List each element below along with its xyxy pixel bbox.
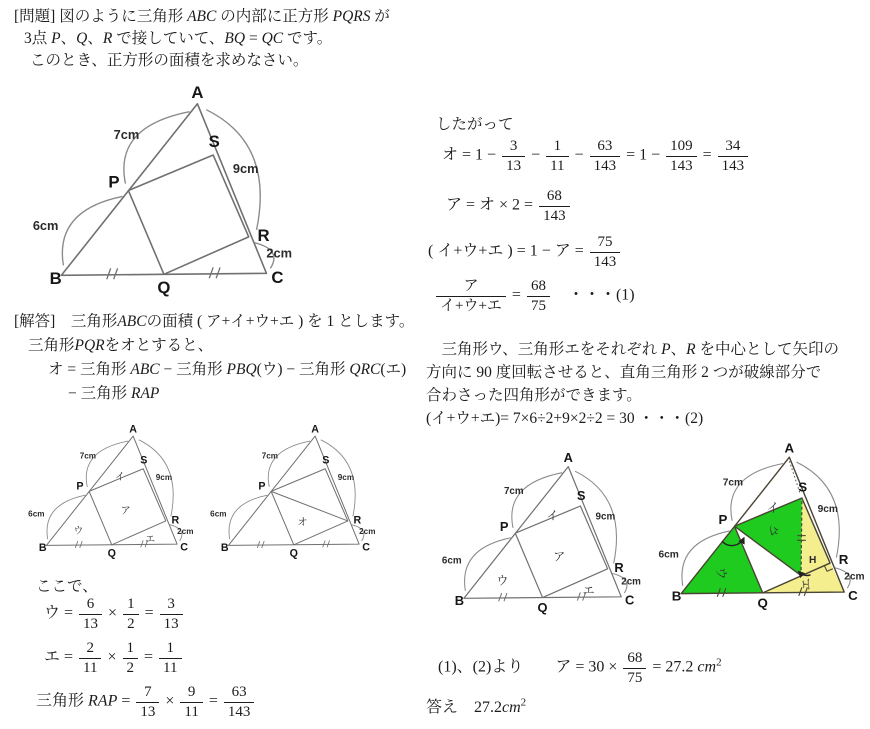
- vertex-label-a: A: [191, 82, 204, 102]
- measure-label-2cm: 2cm: [621, 576, 641, 588]
- solution-statement: [14, 310, 414, 406]
- vertex-label-p: P: [718, 511, 728, 527]
- vertex-label-s: S: [140, 454, 148, 467]
- vertex-label-c: C: [362, 541, 371, 554]
- square-pqrs-outline: [271, 469, 348, 545]
- problem-line-3: このとき、正方形の面積を求めなさい。: [30, 52, 309, 69]
- vertex-label-q: Q: [289, 547, 298, 560]
- region-label-e: エ: [582, 583, 595, 598]
- regions-figure-1: [20, 422, 196, 562]
- solution-line-4: − 三角形 RAP: [68, 385, 160, 402]
- rotation-paragraph: [426, 338, 839, 430]
- vertex-label-b: B: [454, 593, 465, 609]
- o-figure: [202, 422, 378, 562]
- vertex-label-a: A: [563, 450, 573, 466]
- colored-rotation-figure: [648, 440, 868, 614]
- vertex-label-c: C: [271, 268, 284, 288]
- square-pqrs-outline: [128, 155, 248, 274]
- formula-o: オ = 1 − $\frac{3}{13}$ − $\frac{1}{11}$ − $\frac{63}{143}$ = 1 − $\frac{109}{143}$ = $\frac{34}{143}$: [442, 138, 750, 174]
- region-label-i: イ: [546, 508, 559, 523]
- formula-rap: 三角形 RAP = $\frac{7}{13}$ × $\frac{9}{11}$ = $\frac{63}{143}$: [36, 684, 256, 720]
- vertex-label-q: Q: [107, 547, 116, 560]
- vertex-label-p: P: [76, 480, 84, 493]
- measure-label-9cm: 9cm: [595, 511, 616, 523]
- measure-label-7cm: 7cm: [722, 477, 744, 489]
- measure-label-9cm: 9cm: [337, 473, 355, 483]
- region-label-e: エ: [145, 534, 156, 546]
- vertex-label-c: C: [625, 592, 635, 608]
- measure-label-7cm: 7cm: [503, 485, 524, 497]
- triangle-abc-outline: [61, 104, 266, 276]
- point-label-h: H: [808, 555, 817, 567]
- diagonal-pr: [271, 491, 348, 521]
- main-figure: [20, 82, 296, 301]
- measure-label-2cm: 2cm: [844, 571, 865, 583]
- measure-label-6cm: 6cm: [441, 555, 462, 567]
- vertex-label-s: S: [798, 479, 808, 495]
- vertex-label-p: P: [499, 518, 509, 534]
- paragraph-line-1: 三角形ウ、三角形エをそれぞれ P、R を中心として矢印の: [426, 341, 839, 358]
- region-label-a: ア: [553, 549, 566, 564]
- vertex-label-a: A: [311, 423, 320, 436]
- region-label-u: ウ: [73, 526, 84, 538]
- problem-statement: [14, 6, 390, 72]
- shitagatte-label: したがって: [436, 116, 514, 133]
- measure-label-6cm: 6cm: [210, 509, 227, 519]
- formula-iue: ( イ+ウ+エ ) = 1 − ア = $\frac{75}{143}$: [428, 234, 622, 270]
- formula-final: (1)、(2)より ア = 30 × $\frac{68}{75}$ = 27.2 $cm^2$: [438, 650, 722, 686]
- vertex-label-c: C: [848, 587, 858, 603]
- region-label-i: イ: [766, 501, 780, 516]
- measure-label-2cm: 2cm: [359, 527, 376, 537]
- measure-label-6cm: 6cm: [32, 217, 59, 233]
- vertex-label-r: R: [353, 514, 362, 527]
- problem-line-2: 3点 P、Q、R で接していて、BQ = QC です。: [24, 30, 333, 47]
- paragraph-line-3: 合わさった四角形ができます。: [426, 387, 642, 404]
- vertex-label-r: R: [171, 514, 180, 527]
- vertex-label-b: B: [38, 542, 47, 555]
- koko-label: ここで、: [36, 578, 98, 595]
- vertex-label-q: Q: [157, 278, 171, 298]
- measure-label-7cm: 7cm: [79, 451, 97, 461]
- measure-label-2cm: 2cm: [266, 245, 293, 261]
- triangle-abc-outline: [46, 436, 180, 545]
- vertex-label-b: B: [49, 269, 62, 289]
- vertex-label-b: B: [671, 588, 682, 604]
- vertex-label-r: R: [257, 225, 270, 245]
- formula-a: ア = オ × 2 = $\frac{68}{143}$: [446, 188, 572, 224]
- region-label-u-rotated-1: ウ: [714, 566, 729, 580]
- brace-7cm: [124, 112, 190, 184]
- measure-label-7cm: 7cm: [261, 451, 279, 461]
- vertex-label-q: Q: [537, 599, 548, 615]
- vertex-label-s: S: [576, 487, 586, 503]
- measure-label-7cm: 7cm: [113, 127, 140, 143]
- problem-line-1: [問題] 図のように三角形 ABC の内部に正方形 PQRS が: [14, 8, 390, 25]
- measure-label-9cm: 9cm: [817, 504, 838, 516]
- vertex-label-a: A: [784, 440, 795, 456]
- measure-label-6cm: 6cm: [658, 549, 679, 561]
- region-label-u-rotated-2: ウ: [763, 520, 783, 540]
- vertex-label-r: R: [838, 551, 849, 567]
- vertex-label-q: Q: [757, 595, 768, 611]
- vertex-label-r: R: [614, 559, 624, 575]
- region-label-i: イ: [114, 472, 125, 484]
- paragraph-line-2: 方向に 90 度回転させると、直角三角形 2 つが破線部分で: [426, 364, 822, 381]
- vertex-label-s: S: [322, 454, 330, 467]
- formula-u: ウ = $\frac{6}{13}$ × $\frac{1}{2}$ = $\frac{3}{13}$: [44, 596, 185, 632]
- measure-label-6cm: 6cm: [28, 509, 45, 519]
- regions-figure-2: [432, 450, 644, 618]
- region-label-o: オ: [297, 517, 308, 529]
- measure-label-9cm: 9cm: [155, 473, 173, 483]
- formula-e: エ = $\frac{2}{11}$ × $\frac{1}{2}$ = $\frac{1}{11}$: [44, 640, 184, 676]
- solution-line-3: オ = 三角形 ABC − 三角形 PBQ(ウ) − 三角形 QRC(エ): [48, 361, 407, 378]
- brace-6cm: [62, 196, 122, 265]
- triangle-abc-outline: [464, 467, 621, 599]
- paragraph-line-4: (イ+ウ+エ)= 7×6÷2+9×2÷2 = 30 ・・・(2): [426, 410, 704, 427]
- solution-line-1: [解答] 三角形ABCの面積 ( ア+イ+ウ+エ ) を 1 とします。: [14, 313, 415, 330]
- measure-label-9cm: 9cm: [232, 160, 259, 176]
- vertex-label-c: C: [180, 541, 189, 554]
- vertex-label-p: P: [108, 172, 120, 192]
- answer-line: 答え $27.2cm^2$: [426, 696, 527, 716]
- vertex-label-s: S: [208, 132, 220, 152]
- formula-ratio: $\frac{\text{ア}}{\text{イ+ウ+エ}}$ = $\frac{68}{75}$ ・・・(1): [434, 278, 635, 314]
- region-label-e-rotated: エ: [799, 577, 814, 591]
- vertex-label-a: A: [129, 423, 138, 436]
- vertex-label-p: P: [258, 480, 266, 493]
- triangle-abc-outline: [228, 436, 362, 545]
- region-label-a: ア: [120, 506, 131, 517]
- brace-6cm: [229, 495, 267, 539]
- region-label-u: ウ: [496, 573, 509, 588]
- vertex-label-b: B: [220, 542, 229, 555]
- brace-7cm: [268, 441, 310, 487]
- solution-line-2: 三角形PQRをオとすると、: [28, 337, 214, 354]
- measure-label-2cm: 2cm: [177, 527, 194, 537]
